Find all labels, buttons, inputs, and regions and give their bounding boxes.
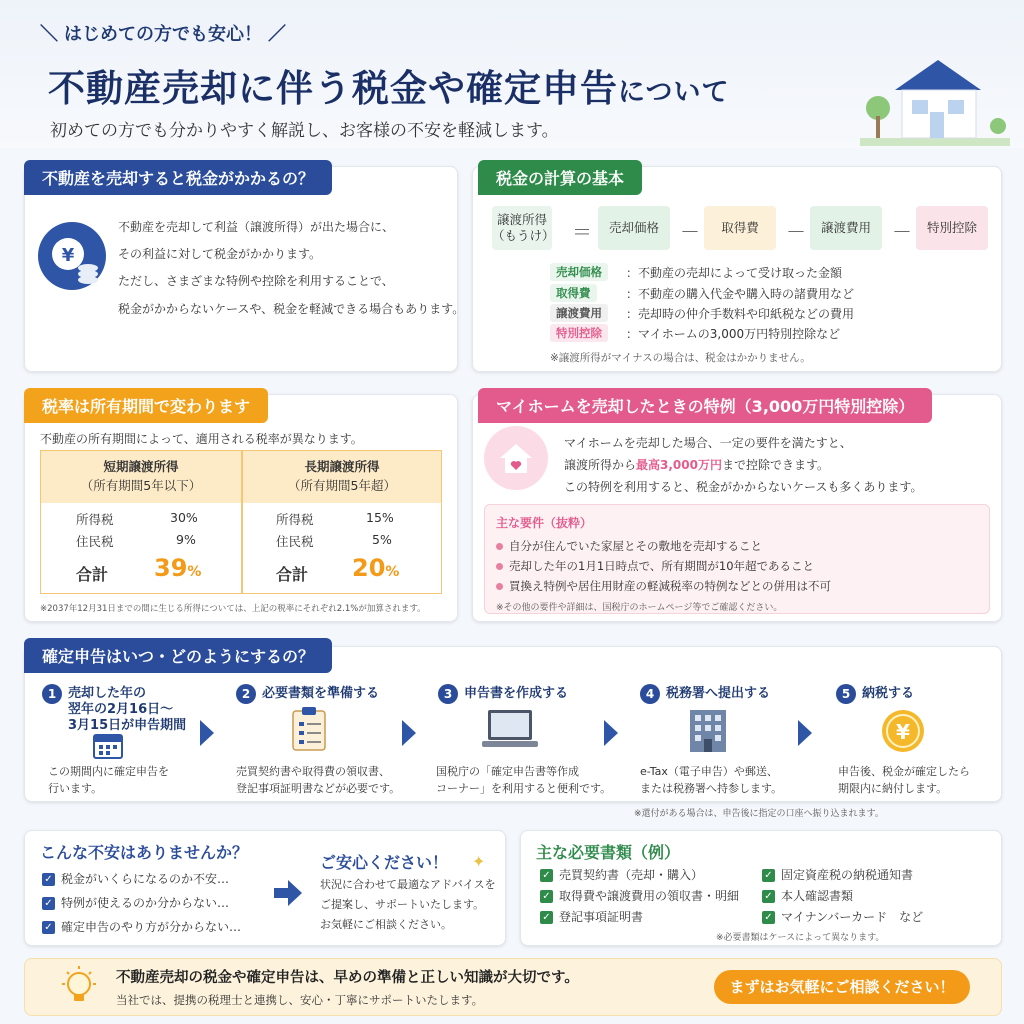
eyebrow-text: ＼ はじめての方でも安心！ ／: [40, 24, 286, 45]
requirement-item-1: 自分が住んでいた家屋とその敷地を売却すること: [496, 538, 762, 554]
tax-rate-note: ※2037年12月31日までの間に生じる所得については、上記の税率にそれぞれ2.1%が加算されます。: [40, 604, 426, 614]
sparkle-icon: ✦: [472, 852, 486, 871]
short-income-label: 所得税: [76, 512, 114, 527]
relief-line-3: お気軽にご相談ください。: [320, 918, 452, 931]
house-illustration-icon: [860, 50, 1010, 146]
home-heart-icon: [484, 426, 548, 490]
lightbulb-icon: [58, 964, 100, 1008]
arrow-right-icon: [274, 880, 302, 906]
def-label-transfer: 譲渡費用: [550, 304, 608, 322]
yen-coin-icon: [38, 222, 106, 290]
tax-rate-tab: 税率は所有期間で変わります: [24, 388, 268, 423]
worry-item-1: ✓ 税金がいくらになるのか不安…: [42, 870, 229, 887]
formula-sale-price: 売却価格: [598, 206, 670, 250]
yen-coin-icon: [880, 708, 926, 754]
tax-intro-line-4: 税金がかからないケースや、税金を軽減できる場合もあります。: [118, 302, 465, 316]
doc-item-3: ✓ 登記事項証明書: [540, 908, 643, 925]
step-arrow-2: [402, 720, 416, 746]
building-icon: [686, 706, 730, 754]
calc-note: ※譲渡所得がマイナスの場合は、税金はかかりません。: [550, 352, 811, 364]
svg-text:¥: ¥: [61, 245, 75, 266]
my-home-tab: マイホームを売却したときの特例（3,000万円特別控除）: [478, 388, 932, 423]
step-4-desc: e-Tax（電子申告）や郵送、 または税務署へ持参します。: [640, 765, 783, 795]
step-1-title: 1 売却した年の: [42, 682, 146, 704]
step-3-title: 3 申告書を作成する: [438, 682, 568, 704]
my-home-line-2: 譲渡所得から最高3,000万円まで控除できます。: [564, 458, 830, 472]
requirement-item-3: 買換え特例や居住用財産の軽減税率の特例などとの併用は不可: [496, 578, 831, 594]
step-2-title: 2 必要書類を準備する: [236, 682, 379, 704]
step-1-title-line-2: 翌年の2月16日～: [68, 702, 174, 717]
my-home-line-1: マイホームを売却した場合、一定の要件を満たすと、: [564, 436, 852, 450]
step-2-desc: 売買契約書や取得費の領収書、 登記事項証明書などが必要です。: [236, 765, 401, 795]
long-total-label: 合計: [276, 565, 309, 584]
def-label-acquisition: 取得費: [550, 284, 597, 302]
long-income-label: 所得税: [276, 512, 314, 527]
step-5-title: 5 納税する: [836, 682, 914, 704]
doc-item-5: ✓ 本人確認書類: [762, 887, 853, 904]
requirements-title: 主な要件（抜粋）: [496, 516, 593, 530]
doc-item-2: ✓ 取得費や譲渡費用の領収書・明細: [540, 887, 739, 904]
formula-minus-2: －: [786, 220, 806, 244]
footer-line-2: 当社では、提携の税理士と連携し、安心・丁寧にサポートいたします。: [116, 993, 484, 1007]
formula-equals: ＝: [572, 220, 592, 244]
formula-minus-3: －: [892, 220, 912, 244]
step-arrow-4: [798, 720, 812, 746]
short-total-label: 合計: [76, 565, 109, 584]
step-1-title-line-3: 3月15日が申告期間: [68, 718, 187, 733]
tax-calc-tab: 税金の計算の基本: [478, 160, 642, 195]
my-home-line-3: この特例を利用すると、税金がかからないケースも多くあります。: [564, 480, 923, 494]
page-subtitle: 初めての方でも分かりやすく解説し、お客様の不安を軽減します。: [50, 121, 559, 141]
tax-intro-line-3: ただし、さまざまな特例や控除を利用することで、: [118, 274, 394, 288]
formula-acquisition-cost: 取得費: [704, 206, 776, 250]
def-label-deduction: 特別控除: [550, 324, 608, 342]
filing-note: ※還付がある場合は、申告後に指定の口座へ振り込まれます。: [634, 809, 884, 819]
formula-special-deduction: 特別控除: [916, 206, 988, 250]
relief-line-1: 状況に合わせて最適なアドバイスを: [320, 878, 496, 891]
short-total-value: 39%: [154, 554, 202, 582]
step-1-desc: この期間内に確定申告を 行います。: [48, 765, 169, 795]
step-arrow-1: [200, 720, 214, 746]
worry-item-2: ✓ 特例が使えるのか分からない…: [42, 894, 229, 911]
tax-intro-line-1: 不動産を売却して利益（譲渡所得）が出た場合に、: [118, 220, 395, 234]
tax-rate-intro: 不動産の所有期間によって、適用される税率が異なります。: [40, 432, 363, 446]
calendar-icon: [92, 730, 124, 760]
worries-title: こんな不安はありませんか？: [40, 843, 249, 862]
doc-item-6: ✓ マイナンバーカード など: [762, 908, 923, 925]
short-term-header: 短期譲渡所得 （所有期間5年以下）: [41, 451, 241, 503]
def-text-sale-price: ：不動産の売却によって受け取った金額: [626, 266, 843, 280]
formula-minus-1: －: [680, 220, 700, 244]
short-term-column: [40, 450, 242, 594]
long-resident-value: 5%: [372, 532, 392, 547]
svg-text:¥: ¥: [896, 720, 910, 744]
def-text-acquisition: ：不動産の購入代金や購入時の諸費用など: [626, 287, 855, 301]
doc-item-1: ✓ 売買契約書（売却・購入）: [540, 866, 703, 883]
tax-intro-tab: 不動産を売却すると税金がかかるの？: [24, 160, 332, 195]
formula-result-box: 譲渡所得 （もうけ）: [492, 206, 552, 250]
def-label-sale-price: 売却価格: [550, 263, 608, 281]
long-term-header: 長期譲渡所得 （所有期間5年超）: [243, 451, 441, 503]
short-resident-value: 9%: [176, 532, 196, 547]
doc-item-4: ✓ 固定資産税の納税通知書: [762, 866, 913, 883]
relief-title: ご安心ください！: [320, 853, 449, 872]
footer-line-1: 不動産売却の税金や確定申告は、早めの準備と正しい知識が大切です。: [116, 970, 579, 986]
consult-cta-button[interactable]: まずはお気軽にご相談ください！: [714, 970, 970, 1004]
relief-line-2: ご提案し、サポートいたします。: [320, 898, 485, 911]
clipboard-icon: [290, 706, 328, 752]
long-income-value: 15%: [366, 510, 394, 525]
tax-intro-line-2: その利益に対して税金がかかります。: [118, 247, 322, 261]
page-title: 不動産売却に伴う税金や確定申告について: [48, 67, 730, 110]
step-arrow-3: [604, 720, 618, 746]
step-4-title: 4 税務署へ提出する: [640, 682, 770, 704]
worry-item-3: ✓ 確定申告のやり方が分からない…: [42, 918, 241, 935]
long-term-column: [242, 450, 442, 594]
long-resident-label: 住民税: [276, 534, 314, 549]
laptop-icon: [480, 708, 540, 752]
def-text-transfer: ：売却時の仲介手数料や印紙税などの費用: [626, 307, 855, 321]
step-3-desc: 国税庁の「確定申告書等作成 コーナー」を利用すると便利です。: [436, 765, 612, 795]
def-text-deduction: ：マイホームの3,000万円特別控除など: [626, 327, 841, 341]
step-5-desc: 申告後、税金が確定したら 期限内に納付します。: [838, 765, 970, 795]
documents-title: 主な必要書類（例）: [536, 843, 681, 862]
short-resident-label: 住民税: [76, 534, 114, 549]
requirement-item-2: 売却した年の1月1日時点で、所有期間が10年超であること: [496, 558, 814, 574]
filing-tab: 確定申告はいつ・どのようにするの？: [24, 638, 332, 673]
long-total-value: 20%: [352, 554, 400, 582]
documents-note: ※必要書類はケースによって異なります。: [716, 933, 885, 943]
requirements-note: ※その他の要件や詳細は、国税庁のホームページ等でご確認ください。: [496, 603, 783, 613]
short-income-value: 30%: [170, 510, 198, 525]
formula-transfer-cost: 譲渡費用: [810, 206, 882, 250]
